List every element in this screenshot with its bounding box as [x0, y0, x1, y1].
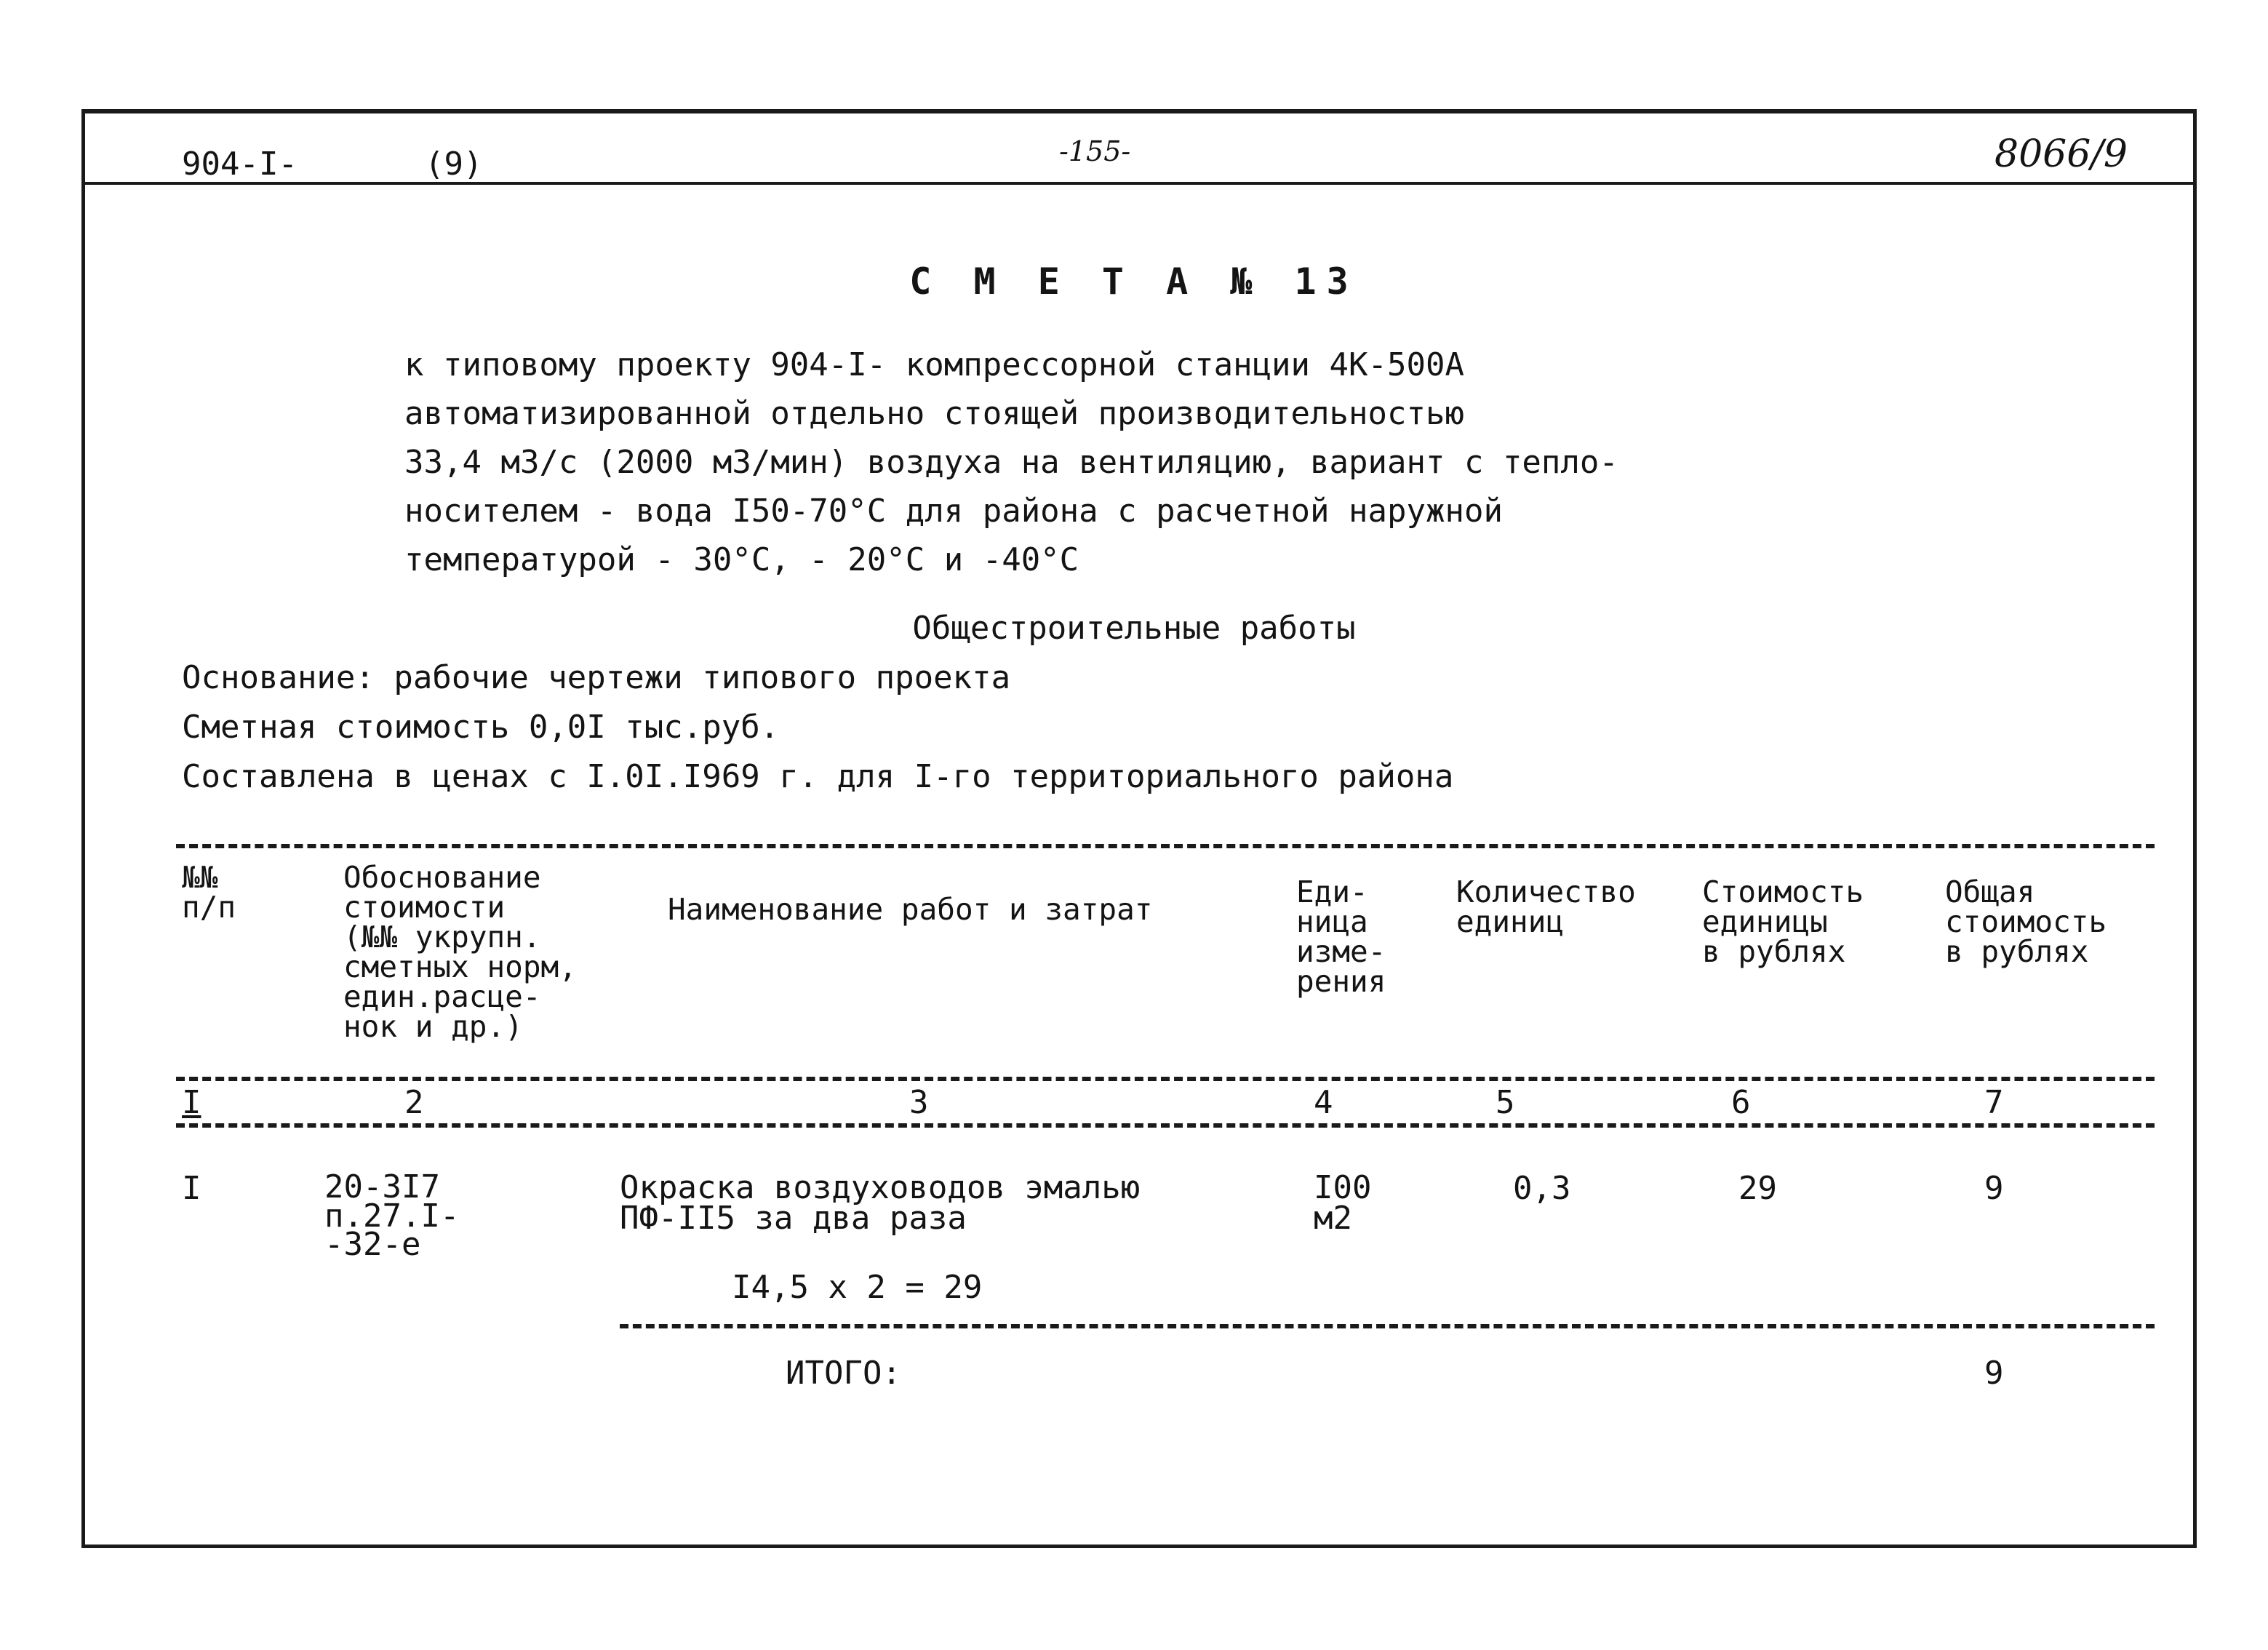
row-1-basis: 20-3I7 п.27.I- -32-е	[324, 1168, 460, 1264]
header-qty: Количество единиц	[1456, 874, 1636, 939]
row-1-num: I	[182, 1170, 201, 1207]
cost-line: Сметная стоимость 0,0I тыс.руб.	[182, 709, 780, 746]
column-number-3: 3	[909, 1084, 929, 1121]
column-number-7: 7	[1984, 1084, 2004, 1121]
row-1-unit-cost: 29	[1738, 1170, 1777, 1207]
header-unit-cost: Стоимость единицы в рублях	[1702, 874, 1864, 969]
table-top-rule	[176, 844, 2155, 848]
page-number: -155-	[1059, 135, 1131, 167]
column-number-1: I	[182, 1084, 201, 1121]
description-line-5: температурой - 30°С, - 20°С и -40°С	[404, 541, 1079, 578]
column-numbers-rule	[176, 1123, 2155, 1128]
row-1-calc: I4,5 x 2 = 29	[732, 1269, 983, 1306]
description-line-1: к типовому проекту 904-I- компрессорной станции 4К-500А	[404, 346, 1464, 383]
column-number-5: 5	[1496, 1084, 1515, 1121]
description-line-4: носителем - вода I50-70°С для района с расчетной наружной	[404, 493, 1503, 530]
row-1-qty: 0,3	[1513, 1170, 1571, 1207]
prices-line: Составлена в ценах с I.0I.I969 г. для I-го территориального района	[182, 758, 1454, 795]
doc-code: 904-I-	[182, 146, 298, 183]
description-line-3: 33,4 м3/с (2000 м3/мин) воздуха на вентиляцию, вариант с тепло-	[404, 444, 1618, 481]
subtotal-rule	[620, 1324, 2155, 1328]
row-1-total: 9	[1984, 1170, 2004, 1207]
header-total: Общая стоимость в рублях	[1945, 874, 2107, 969]
column-number-4: 4	[1314, 1084, 1333, 1121]
doc-part: (9)	[425, 146, 483, 183]
total-label: ИТОГО:	[786, 1355, 901, 1392]
header-name: Наименование работ и затрат	[668, 892, 1153, 927]
basis-line: Основание: рабочие чертежи типового проекта	[182, 659, 1011, 696]
section-title: Общестроительные работы	[912, 610, 1356, 647]
header-unit: Еди- ница изме- рения	[1296, 874, 1386, 999]
column-number-2: 2	[404, 1084, 424, 1121]
column-number-6: 6	[1731, 1084, 1751, 1121]
header-rule	[81, 182, 2197, 185]
header-basis: Обоснование стоимости (№№ укрупн. сметных норм, един.расце- нок и др.)	[343, 860, 577, 1044]
header-bottom-rule	[176, 1077, 2155, 1081]
document-title: С М Е Т А № 13	[909, 260, 1359, 303]
row-1-unit: I00 м2	[1314, 1169, 1372, 1237]
page-frame	[81, 109, 2197, 1548]
total-value: 9	[1984, 1355, 2004, 1392]
header-num: №№ п/п	[182, 860, 236, 925]
row-1-name: Окраска воздуховодов эмалью ПФ-II5 за два раза	[620, 1169, 1141, 1237]
description-line-2: автоматизированной отдельно стоящей производительностью	[404, 395, 1464, 432]
archive-mark: 8066/9	[1995, 132, 2128, 176]
